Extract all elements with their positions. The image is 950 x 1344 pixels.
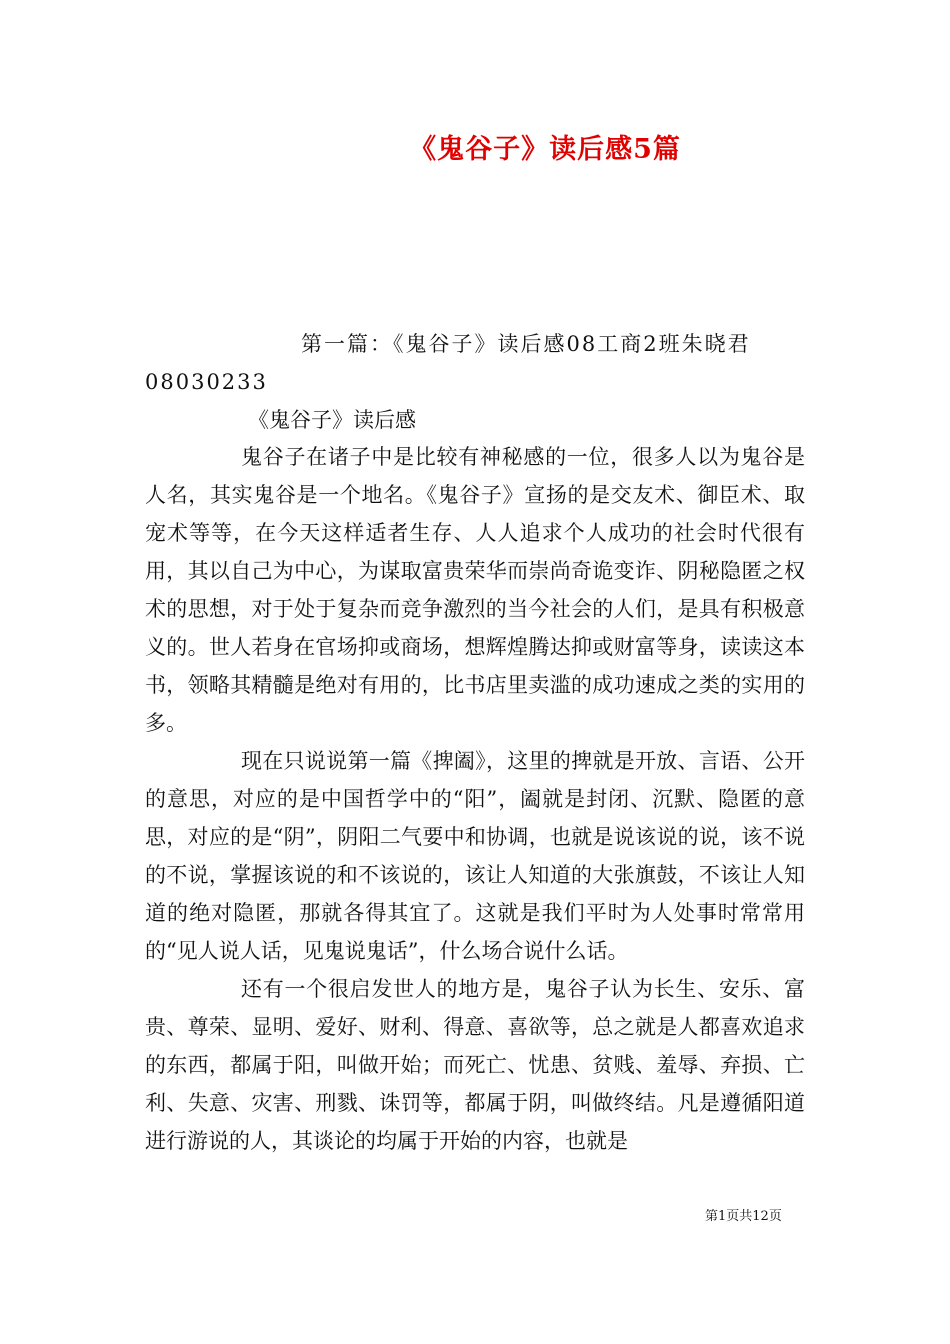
body-text: [145, 438, 805, 1160]
chapter-heading: 第一篇：《鬼谷子》读后感08工商2班朱晓君08030233: [145, 332, 751, 394]
paragraph: 鬼谷子在诸子中是比较有神秘感的一位，很多人以为鬼谷是人名，其实鬼谷是一个地名。《鬼谷子》宣扬的是交友术、御臣术、取宠术等等，在今天这样适者生存、人人追求个人成功的社会时代很有用，其以自己为中心，为谋取富贵荣华而崇尚奇诡变诈、阴秘隐匿之权术的思想，对于处于复杂而竞争激烈的当今社会的人们，是具有积极意义的。世人若身在官场抑或商场，想辉煌腾达抑或财富等身，读读这本书，领略其精髓是绝对有用的，比书店里卖滥的成功速成之类的实用的多。: [145, 445, 805, 735]
document-title: 《鬼谷子》读后感5篇: [409, 134, 681, 165]
section-subheading: 《鬼谷子》读后感: [248, 408, 416, 432]
page-footer: 第1页共12页: [705, 1209, 782, 1224]
paragraph: 还有一个很启发世人的地方是，鬼谷子认为长生、安乐、富贵、尊荣、显明、爱好、财利、得意、喜欲等，总之就是人都喜欢追求的东西，都属于阳，叫做开始；而死亡、忧患、贫贱、羞辱、弃损、亡利、失意、灾害、刑戮、诛罚等，都属于阴，叫做终结。凡是遵循阳道进行游说的人，其谈论的均属于开始的内容，也就是: [145, 977, 805, 1153]
paragraph: 现在只说说第一篇《捭阖》，这里的捭就是开放、言语、公开的意思，对应的是中国哲学中的“阳”，阖就是封闭、沉默、隐匿的意思，对应的是“阴”，阴阳二气要中和协调，也就是说该说的说，该不说的不说，掌握该说的和不该说的，该让人知道的大张旗鼓，不该让人知道的绝对隐匿，那就各得其宜了。这就是我们平时为人处事时常常用的“见人说人话，见鬼说鬼话”，什么场合说什么话。: [145, 749, 805, 963]
